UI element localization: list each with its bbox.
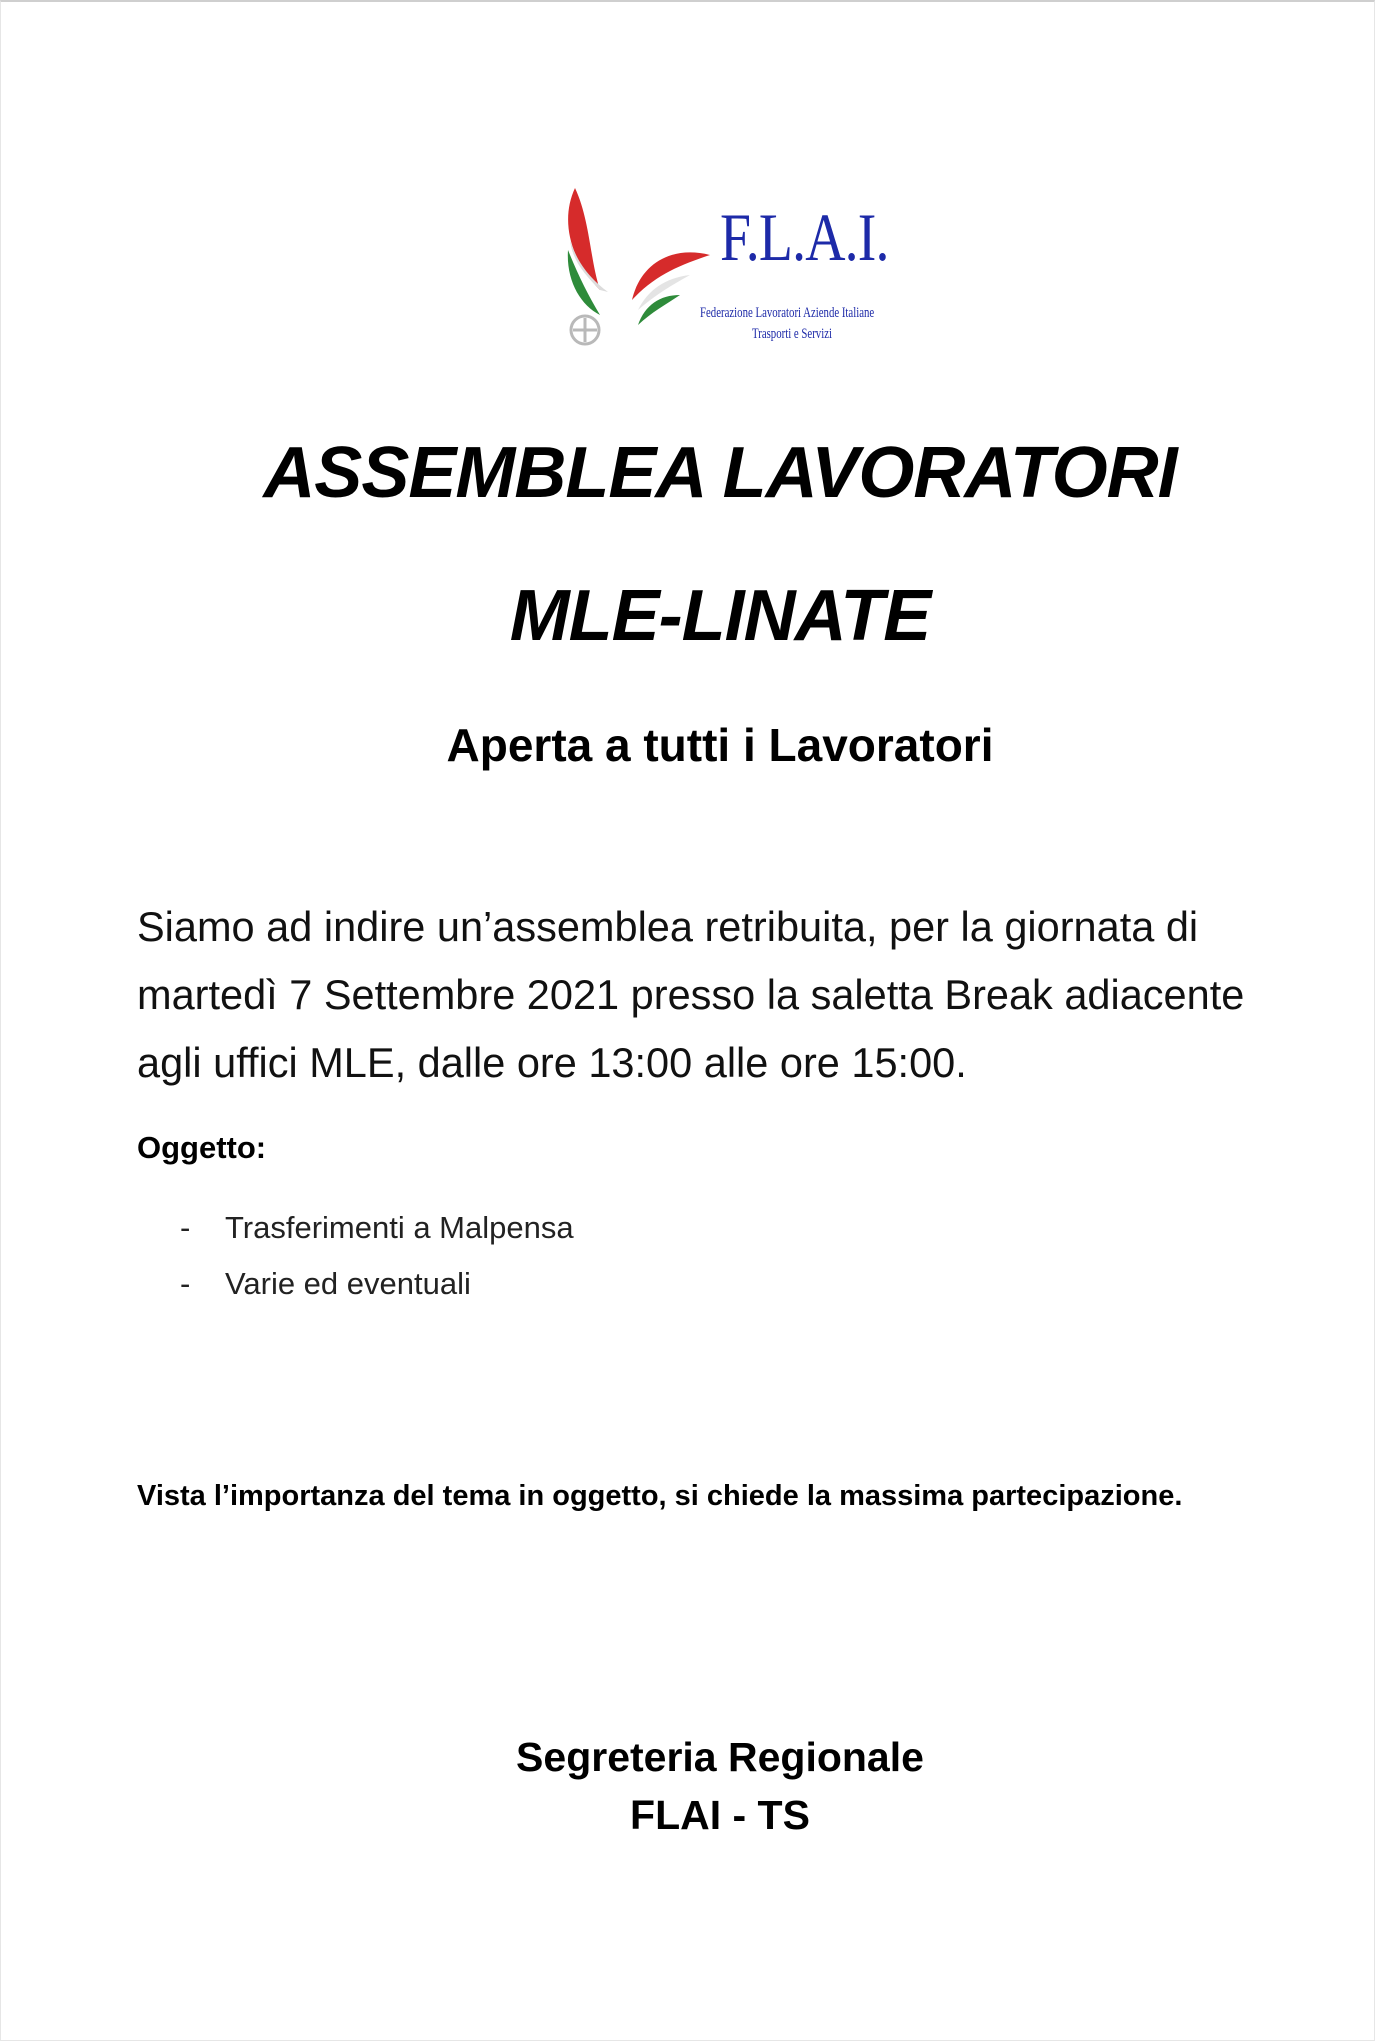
list-item <box>180 1256 574 1312</box>
logo-subtitle-line2: Trasporti e Servizi <box>752 326 832 342</box>
oggetto-label: Oggetto: <box>137 1130 267 1165</box>
flai-wings-icon <box>560 180 730 360</box>
signature <box>0 1728 1375 1844</box>
body-line: Siamo ad indire un’assemblea retribuita, per la giornata di <box>137 903 1199 950</box>
signature-line1: Segreteria Regionale <box>516 1734 924 1780</box>
list-item <box>180 1200 574 1256</box>
list-item-text: Trasferimenti a Malpensa <box>225 1210 574 1245</box>
bullet-dash: - <box>180 1210 191 1245</box>
logo-title: F.L.A.I. <box>720 199 889 275</box>
body-paragraph <box>137 893 1317 1097</box>
list-item-text: Varie ed eventuali <box>225 1266 471 1301</box>
bullet-dash: - <box>180 1266 191 1301</box>
oggetto-list <box>180 1200 574 1312</box>
signature-line2: FLAI - TS <box>630 1792 810 1838</box>
page-subtitle: Aperta a tutti i Lavoratori <box>446 719 994 771</box>
page-title-line1: ASSEMBLEA LAVORATORI <box>263 433 1177 513</box>
flai-logo <box>560 180 900 360</box>
logo-subtitle-line1: Federazione Lavoratori Aziende Italiane <box>700 305 875 321</box>
importance-note: Vista l’importanza del tema in oggetto, si chiede la massima partecipazione. <box>137 1480 1183 1512</box>
body-line: martedì 7 Settembre 2021 presso la saletta Break adiacente <box>137 971 1245 1018</box>
page-title-line2: MLE-LINATE <box>509 576 931 656</box>
body-line: agli uffici MLE, dalle ore 13:00 alle ore 15:00. <box>137 1039 967 1086</box>
